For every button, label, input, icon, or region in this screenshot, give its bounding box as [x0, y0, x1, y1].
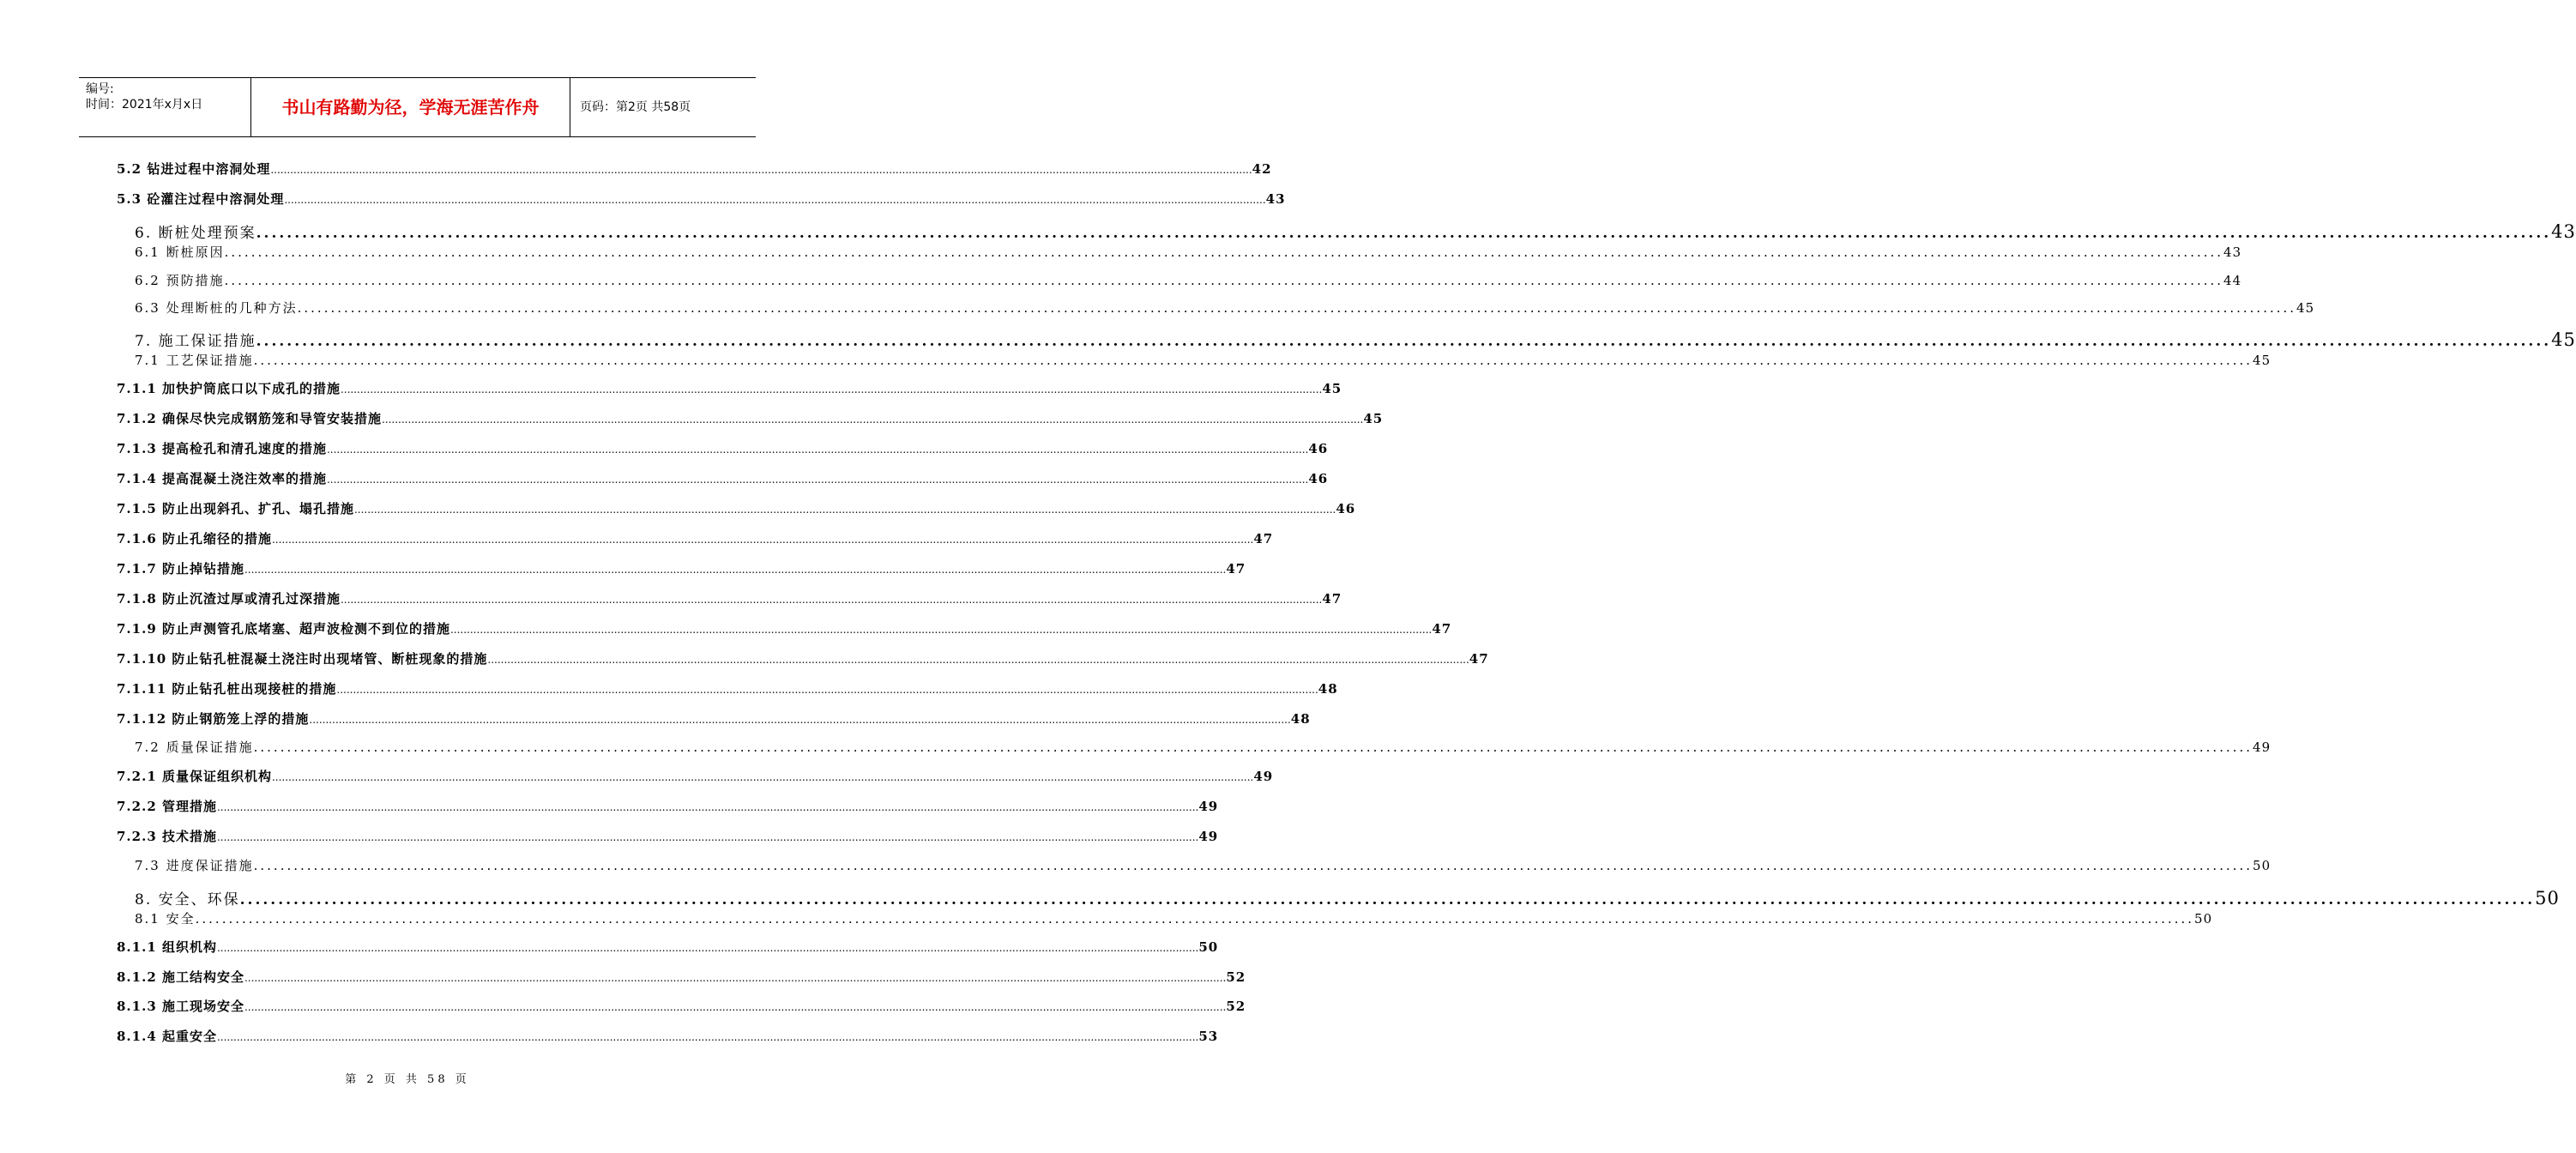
header-page-label: 页码：第2页 共58页 — [580, 100, 691, 114]
toc-leader-dots: ............................................................................................................................................................................................................................................................................................................ — [256, 333, 2552, 350]
toc-entry[interactable] — [117, 409, 1384, 427]
toc-entry-label: 7.1.12 防止钢筋笼上浮的措施 — [117, 711, 310, 727]
header-motto: 书山有路勤为径，学海无涯苦作舟 — [251, 78, 570, 136]
toc-entry[interactable] — [135, 351, 2271, 369]
page-footer: 第 2 页 共 58 页 — [345, 1073, 470, 1086]
toc-entry[interactable] — [135, 271, 2242, 289]
toc-leader-dots: ............................................................................................................................................................................................................................................................................................................ — [253, 739, 2253, 755]
toc-entry[interactable] — [117, 1027, 1219, 1045]
toc-entry[interactable] — [117, 797, 1219, 815]
toc-entry-page: 49 — [2253, 739, 2271, 755]
toc-entry[interactable] — [135, 220, 2576, 242]
toc-leader-dots: ............................................................................................................................................................................................................................................................................................................ — [326, 444, 1309, 456]
document-number-label: 编号: — [86, 82, 114, 96]
toc-entry[interactable] — [117, 619, 1452, 637]
toc-entry[interactable] — [117, 649, 1489, 667]
toc-leader-dots: ............................................................................................................................................................................................................................................................................................................ — [216, 942, 1199, 954]
toc-entry-label: 8. 安全、环保 — [135, 891, 240, 909]
toc-entry-page: 46 — [1308, 441, 1329, 456]
toc-leader-dots: ............................................................................................................................................................................................................................................................................................................ — [487, 654, 1469, 666]
toc-entry-page: 49 — [1198, 829, 1219, 844]
toc-entry-label: 8.1.2 施工结构安全 — [117, 969, 244, 985]
toc-entry[interactable] — [117, 827, 1219, 845]
toc-leader-dots: ............................................................................................................................................................................................................................................................................................................ — [353, 504, 1336, 516]
toc-entry-page: 49 — [1198, 799, 1219, 814]
toc-entry-label: 8.1.1 组织机构 — [117, 939, 217, 955]
toc-entry-page: 43 — [2551, 221, 2576, 242]
toc-entry-page: 45 — [1322, 381, 1342, 396]
toc-leader-dots: ............................................................................................................................................................................................................................................................................................................ — [326, 474, 1309, 486]
toc-entry-label: 7.1.8 防止沉渣过厚或清孔过深措施 — [117, 591, 341, 607]
toc-entry[interactable] — [117, 589, 1342, 607]
toc-entry-label: 7.2.2 管理措施 — [117, 799, 217, 814]
toc-leader-dots: ............................................................................................................................................................................................................................................................................................................ — [297, 300, 2297, 316]
toc-leader-dots: ............................................................................................................................................................................................................................................................................................................ — [224, 273, 2224, 288]
toc-entry-page: 46 — [1336, 501, 1356, 516]
toc-entry-page: 47 — [1322, 591, 1342, 607]
toc-leader-dots: ............................................................................................................................................................................................................................................................................................................ — [271, 534, 1254, 546]
toc-leader-dots: ............................................................................................................................................................................................................................................................................................................ — [239, 891, 2536, 909]
toc-leader-dots: ............................................................................................................................................................................................................................................................................................................ — [340, 594, 1323, 606]
toc-entry-label: 7.1.6 防止孔缩径的措施 — [117, 531, 272, 546]
toc-entry[interactable] — [135, 909, 2213, 927]
toc-entry-page: 47 — [1469, 651, 1489, 667]
toc-entry[interactable] — [135, 299, 2315, 317]
toc-entry-label: 7.3 进度保证措施 — [135, 858, 254, 873]
toc-entry[interactable] — [117, 938, 1219, 956]
toc-entry-label: 5.3 砼灌注过程中溶洞处理 — [117, 191, 285, 207]
toc-entry[interactable] — [117, 379, 1342, 397]
toc-leader-dots: ............................................................................................................................................................................................................................................................................................................ — [271, 771, 1254, 783]
toc-entry-page: 48 — [1290, 711, 1311, 727]
toc-entry-label: 7.1.7 防止掉钻措施 — [117, 561, 244, 576]
toc-entry-page: 52 — [1226, 969, 1246, 985]
toc-entry-page: 45 — [2551, 329, 2576, 350]
toc-entry[interactable] — [117, 679, 1338, 697]
toc-entry-label: 8.1.3 施工现场安全 — [117, 999, 244, 1014]
toc-entry-page: 52 — [1226, 999, 1246, 1014]
toc-entry-page: 50 — [2194, 911, 2213, 927]
toc-entry[interactable] — [117, 529, 1274, 547]
toc-leader-dots: ............................................................................................................................................................................................................................................................................................................ — [244, 972, 1227, 984]
toc-entry-page: 50 — [2253, 858, 2271, 873]
toc-leader-dots: ............................................................................................................................................................................................................................................................................................................ — [216, 801, 1199, 813]
toc-leader-dots: ............................................................................................................................................................................................................................................................................................................ — [253, 858, 2253, 873]
toc-leader-dots: ............................................................................................................................................................................................................................................................................................................ — [195, 911, 2195, 927]
toc-entry[interactable] — [135, 329, 2576, 350]
toc-entry-page: 45 — [2296, 300, 2315, 316]
toc-entry-label: 8.1 安全 — [135, 911, 196, 927]
toc-entry[interactable] — [117, 469, 1329, 487]
toc-entry[interactable] — [117, 559, 1246, 577]
toc-leader-dots: ............................................................................................................................................................................................................................................................................................................ — [449, 624, 1433, 636]
toc-entry-label: 6.3 处理断桩的几种方法 — [135, 300, 298, 316]
toc-entry-label: 7.2.1 质量保证组织机构 — [117, 769, 272, 784]
toc-entry-label: 7.1.11 防止钻孔桩出现接桩的措施 — [117, 681, 337, 697]
toc-leader-dots: ............................................................................................................................................................................................................................................................................................................ — [336, 684, 1318, 696]
toc-entry-label: 7.1.3 提高检孔和清孔速度的措施 — [117, 441, 327, 456]
toc-entry[interactable] — [117, 968, 1246, 986]
toc-leader-dots: ............................................................................................................................................................................................................................................................................................................ — [270, 164, 1252, 176]
toc-entry-page: 47 — [1226, 561, 1246, 576]
toc-entry[interactable] — [135, 887, 2560, 909]
toc-entry[interactable] — [117, 767, 1274, 785]
toc-entry-label: 7.1 工艺保证措施 — [135, 353, 254, 368]
page-header — [79, 77, 756, 137]
toc-entry-label: 7.1.4 提高混凝土浇注效率的措施 — [117, 471, 327, 486]
toc-entry-page: 50 — [2535, 888, 2560, 909]
toc-entry-page: 45 — [2253, 353, 2271, 368]
toc-entry-page: 48 — [1318, 681, 1338, 697]
toc-entry-label: 7.1.1 加快护筒底口以下成孔的措施 — [117, 381, 341, 396]
toc-entry-label: 6. 断桩处理预案 — [135, 225, 256, 242]
toc-leader-dots: ............................................................................................................................................................................................................................................................................................................ — [256, 225, 2552, 242]
toc-leader-dots: ............................................................................................................................................................................................................................................................................................................ — [224, 244, 2224, 260]
toc-leader-dots: ............................................................................................................................................................................................................................................................................................................ — [216, 1031, 1199, 1043]
toc-entry-page: 46 — [1308, 471, 1329, 486]
toc-entry-label: 7.1.10 防止钻孔桩混凝土浇注时出现堵管、断桩现象的措施 — [117, 651, 488, 667]
toc-entry-label: 6.1 断桩原因 — [135, 244, 225, 260]
toc-leader-dots: ............................................................................................................................................................................................................................................................................................................ — [381, 414, 1364, 426]
toc-entry-label: 7.2.3 技术措施 — [117, 829, 217, 844]
toc-entry-page: 45 — [1363, 411, 1384, 426]
toc-entry-page: 42 — [1252, 161, 1272, 177]
toc-entry-page: 44 — [2223, 273, 2242, 288]
toc-entry[interactable] — [135, 243, 2242, 261]
toc-entry[interactable] — [135, 738, 2271, 756]
toc-entry[interactable] — [135, 856, 2271, 874]
toc-entry-page: 43 — [1265, 191, 1286, 207]
toc-entry[interactable] — [117, 709, 1311, 727]
toc-leader-dots: ............................................................................................................................................................................................................................................................................................................ — [284, 194, 1266, 206]
toc-entry-label: 7.2 质量保证措施 — [135, 739, 254, 755]
toc-entry[interactable] — [117, 439, 1329, 457]
toc-entry-page: 47 — [1253, 531, 1274, 546]
toc-entry-label: 7.1.2 确保尽快完成钢筋笼和导管安装措施 — [117, 411, 382, 426]
toc-entry-label: 7.1.5 防止出现斜孔、扩孔、塌孔措施 — [117, 501, 354, 516]
toc-leader-dots: ............................................................................................................................................................................................................................................................................................................ — [244, 1001, 1227, 1013]
toc-leader-dots: ............................................................................................................................................................................................................................................................................................................ — [253, 353, 2253, 368]
toc-entry-page: 47 — [1432, 621, 1452, 637]
toc-entry-page: 53 — [1198, 1029, 1219, 1044]
toc-entry-page: 43 — [2223, 244, 2242, 260]
toc-leader-dots: ............................................................................................................................................................................................................................................................................................................ — [216, 831, 1199, 843]
toc-entry-page: 49 — [1253, 769, 1274, 784]
toc-entry-label: 7. 施工保证措施 — [135, 333, 256, 350]
toc-entry-page: 50 — [1198, 939, 1219, 955]
toc-entry[interactable] — [117, 160, 1272, 178]
header-meta-cell — [79, 78, 251, 136]
toc-entry-label: 5.2 钻进过程中溶洞处理 — [117, 161, 271, 177]
toc-leader-dots: ............................................................................................................................................................................................................................................................................................................ — [244, 564, 1227, 576]
toc-leader-dots: ............................................................................................................................................................................................................................................................................................................ — [340, 383, 1323, 395]
toc-entry[interactable] — [117, 499, 1356, 517]
toc-entry[interactable] — [117, 997, 1246, 1015]
toc-entry-label: 6.2 预防措施 — [135, 273, 225, 288]
toc-entry-label: 7.1.9 防止声测管孔底堵塞、超声波检测不到位的措施 — [117, 621, 450, 637]
toc-leader-dots: ............................................................................................................................................................................................................................................................................................................ — [309, 714, 1291, 726]
document-time-label: 时间：2021年x月x日 — [86, 98, 203, 112]
toc-entry[interactable] — [117, 190, 1286, 208]
toc-entry-label: 8.1.4 起重安全 — [117, 1029, 217, 1044]
